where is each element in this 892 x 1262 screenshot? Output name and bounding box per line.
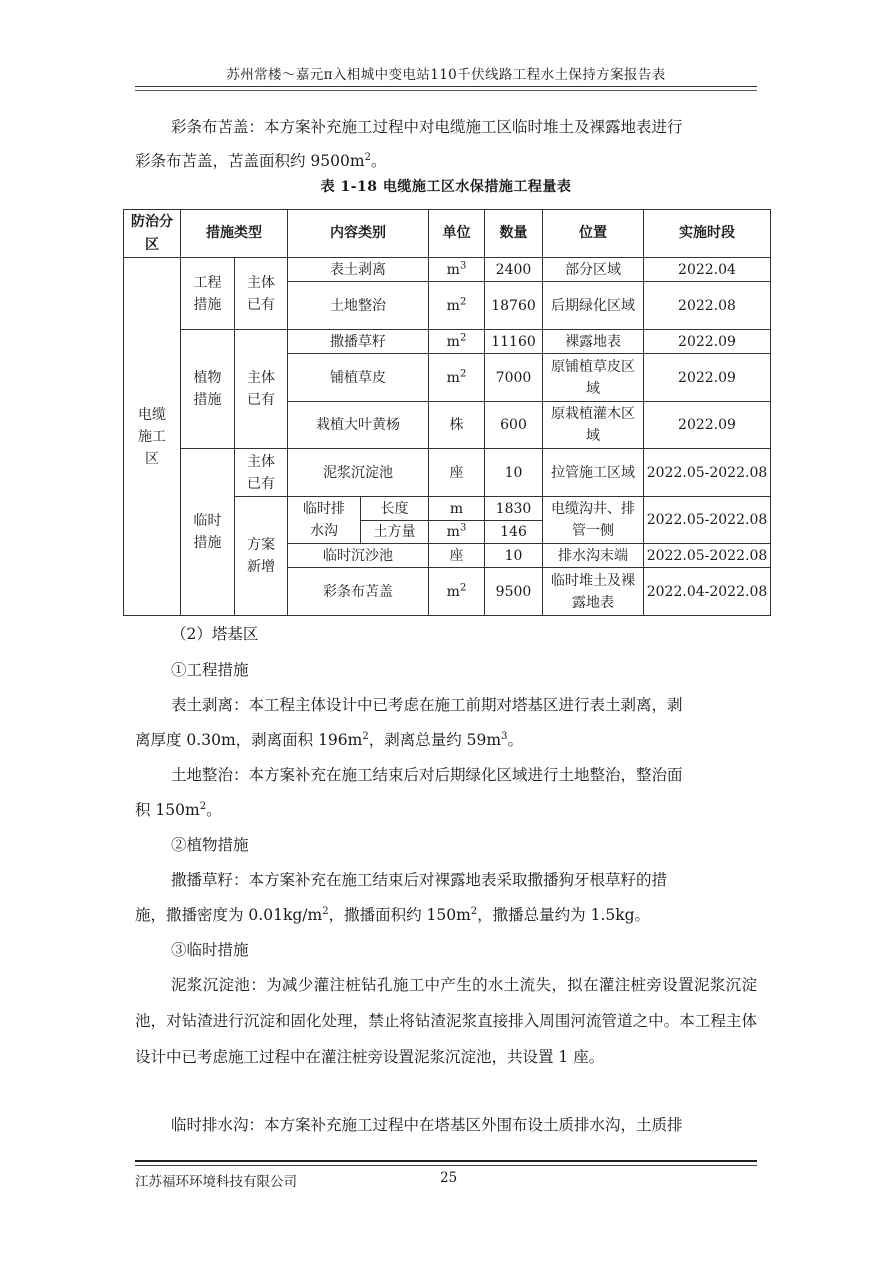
header-zone: 防治分区 — [124, 210, 181, 258]
qty-cell: 2400 — [485, 258, 543, 282]
content-cell: 撒播草籽 — [288, 330, 429, 354]
location-cell: 电缆沟井、排管一侧 — [543, 497, 644, 544]
group-temp: 临时措施 — [181, 449, 235, 616]
paragraph-line: 积 $150m^2$。 — [135, 800, 222, 819]
header-location: 位置 — [543, 210, 644, 258]
location-cell: 临时堆土及裸露地表 — [543, 568, 644, 616]
sub-new: 方案新增 — [235, 497, 288, 616]
group-plant: 植物措施 — [181, 330, 235, 449]
measures-table — [123, 209, 771, 616]
sub-heading: ②植物措施 — [171, 836, 249, 854]
paragraph-line: 撒播草籽：本方案补充在施工结束后对裸露地表采取撒播狗牙根草籽的措 — [171, 871, 668, 889]
content-cell: 土地整治 — [288, 282, 429, 330]
page-header: 苏州常楼～嘉元π入相城中变电站110千伏线路工程水土保持方案报告表 — [226, 67, 666, 83]
subcontent-cell: 土方量 — [361, 521, 429, 544]
header-content: 内容类别 — [288, 210, 429, 258]
page-number: 25 — [440, 1170, 458, 1186]
sub-existing: 主体已有 — [235, 330, 288, 449]
location-cell: 后期绿化区域 — [543, 282, 644, 330]
unit-cell: $m^2$ — [429, 330, 485, 354]
period-cell: 2022.05-2022.08 — [644, 497, 771, 544]
header-qty: 数量 — [485, 210, 543, 258]
period-cell: 2022.09 — [644, 330, 771, 354]
table-header-row — [124, 210, 771, 258]
content-cell: 泥浆沉淀池 — [288, 449, 429, 497]
unit-cell: $m^2$ — [429, 568, 485, 616]
footer-rule-thin — [135, 1165, 757, 1166]
footer-company: 江苏福环环境科技有限公司 — [135, 1174, 297, 1190]
header-period: 实施时段 — [644, 210, 771, 258]
qty-cell: 18760 — [485, 282, 543, 330]
unit-cell: 座 — [429, 449, 485, 497]
content-cell: 表土剥离 — [288, 258, 429, 282]
unit-cell: $m^2$ — [429, 282, 485, 330]
header-type: 措施类型 — [181, 210, 288, 258]
period-cell: 2022.08 — [644, 282, 771, 330]
qty-cell: 10 — [485, 449, 543, 497]
sub-existing: 主体已有 — [235, 449, 288, 497]
intro-line-1: 彩条布苫盖：本方案补充施工过程中对电缆施工区临时堆土及裸露地表进行 — [171, 118, 683, 136]
unit-cell: 座 — [429, 544, 485, 568]
content-cell: 彩条布苫盖 — [288, 568, 429, 616]
table-row — [124, 258, 771, 282]
qty-cell: 10 — [485, 544, 543, 568]
location-cell: 原铺植草皮区域 — [543, 354, 644, 402]
unit-cell: m — [429, 497, 485, 521]
content-cell: 栽植大叶黄杨 — [288, 402, 429, 449]
unit-cell: $m^2$ — [429, 354, 485, 402]
content-cell: 临时排水沟 — [288, 497, 361, 544]
qty-cell: 600 — [485, 402, 543, 449]
unit-cell: $m^3$ — [429, 258, 485, 282]
sub-heading: ①工程措施 — [171, 661, 249, 679]
period-cell: 2022.05-2022.08 — [644, 449, 771, 497]
content-cell: 铺植草皮 — [288, 354, 429, 402]
qty-cell: 146 — [485, 521, 543, 544]
section-heading: （2）塔基区 — [171, 625, 259, 643]
qty-cell: 9500 — [485, 568, 543, 616]
footer-rule — [135, 1160, 757, 1162]
header-rule — [135, 86, 757, 87]
period-cell: 2022.09 — [644, 354, 771, 402]
period-cell: 2022.05-2022.08 — [644, 544, 771, 568]
location-cell: 原栽植灌木区域 — [543, 402, 644, 449]
sub-heading: ③临时措施 — [171, 941, 249, 959]
unit-cell: $m^3$ — [429, 521, 485, 544]
period-cell: 2022.04 — [644, 258, 771, 282]
zone-cell: 电缆施工区 — [124, 258, 181, 616]
location-cell: 部分区域 — [543, 258, 644, 282]
location-cell: 排水沟末端 — [543, 544, 644, 568]
period-cell: 2022.09 — [644, 402, 771, 449]
qty-cell: 7000 — [485, 354, 543, 402]
table-row — [124, 330, 771, 354]
paragraph-line: 临时排水沟：本方案补充施工过程中在塔基区外围布设土质排水沟，土质排 — [171, 1116, 683, 1134]
header-unit: 单位 — [429, 210, 485, 258]
unit-cell: 株 — [429, 402, 485, 449]
paragraph-line: 土地整治：本方案补充在施工结束后对后期绿化区域进行土地整治，整治面 — [171, 766, 683, 784]
group-eng: 工程措施 — [181, 258, 235, 330]
content-cell: 临时沉沙池 — [288, 544, 429, 568]
qty-cell: 1830 — [485, 497, 543, 521]
intro-line-2: 彩条布苫盖，苫盖面积约 $9500m^2$。 — [135, 151, 387, 170]
paragraph-mud-pool: 泥浆沉淀池：为减少灌注桩钻孔施工中产生的水土流失，拟在灌注桩旁设置泥浆沉淀池，对钻渣进行沉淀和固化处理，禁止将钻渣泥浆直接排入周围河流管道之中。本工程主体设计中已考虑施工过程中在灌注桩旁设置泥浆沉淀池，共设置 1 座。 — [135, 976, 757, 1066]
paragraph-line: 离厚度 0.30m，剥离面积 $196m^2$，剥离总量约 $59m^3$。 — [135, 730, 523, 749]
table-caption: 表 1-18 电缆施工区水保措施工程量表 — [320, 179, 572, 195]
subcontent-cell: 长度 — [361, 497, 429, 521]
location-cell: 裸露地表 — [543, 330, 644, 354]
period-cell: 2022.04-2022.08 — [644, 568, 771, 616]
paragraph-line: 表土剥离：本工程主体设计中已考虑在施工前期对塔基区进行表土剥离，剥 — [171, 696, 683, 714]
location-cell: 拉管施工区域 — [543, 449, 644, 497]
qty-cell: 11160 — [485, 330, 543, 354]
table-row — [124, 449, 771, 497]
header-rule-thin — [135, 90, 757, 91]
paragraph-line: 施，撒播密度为 $0.01kg/m^2$，撒播面积约 $150m^2$，撒播总量约为 1.5kg。 — [135, 905, 651, 924]
sub-existing: 主体已有 — [235, 258, 288, 330]
